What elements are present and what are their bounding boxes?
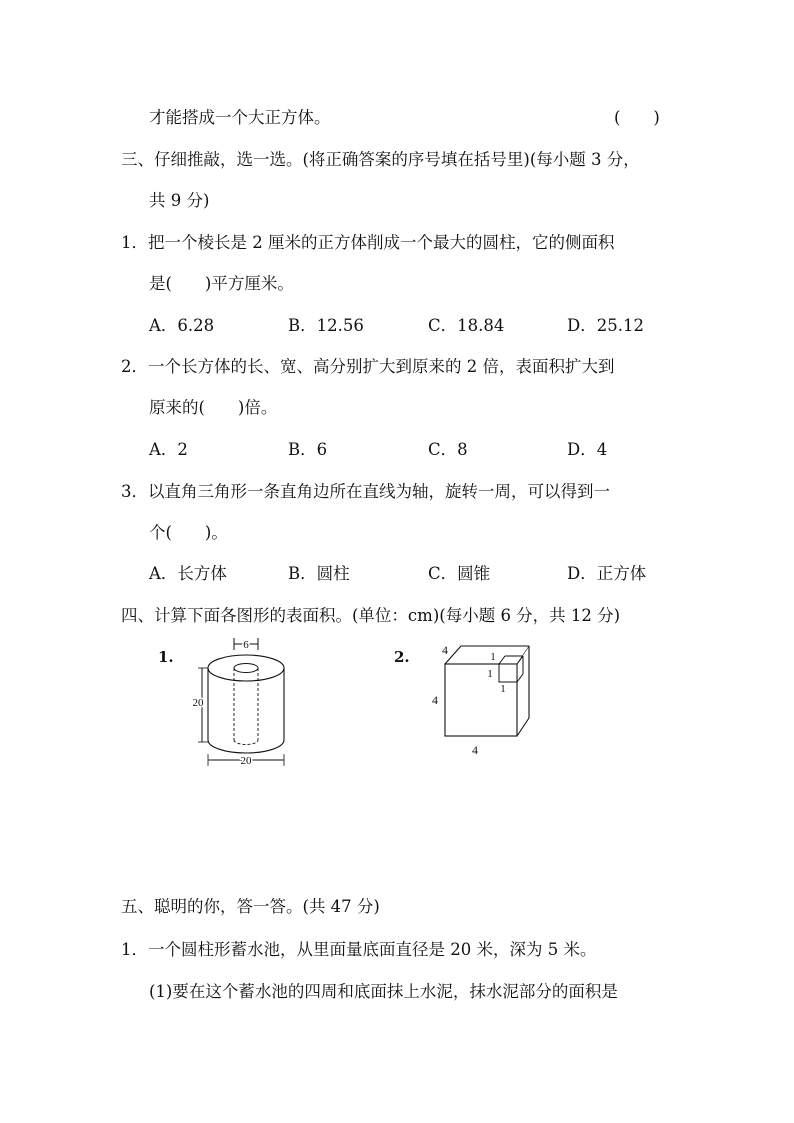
question-1: 1．把一个棱长是 2 厘米的正方体削成一个最大的圆柱，它的侧面积 [121,233,615,252]
q3-option-b: B．圆柱 [288,564,350,583]
q2-option-d: D．4 [567,440,608,459]
cube-top-label: 4 [442,643,448,657]
problem-1-part-1: (1)要在这个蓄水池的四周和底面抹上水泥，抹水泥部分的面积是 [149,982,618,1001]
question-2: 2．一个长方体的长、宽、高分别扩大到原来的 2 倍，表面积扩大到 [121,357,615,376]
notched-cube-figure [425,638,545,778]
notch-label-top: 1 [490,651,496,663]
figure2-label: 2. [394,648,410,666]
cube-bottom-label: 4 [472,743,478,757]
outer-diameter-label: 20 [240,755,252,767]
figure1-label: 1. [158,648,174,666]
hollow-cylinder-figure [180,630,310,775]
q1-option-b: B．12.56 [288,316,364,335]
q1-option-a: A．6.28 [149,316,215,335]
section4-title: 四、计算下面各图形的表面积。(单位：cm)(每小题 6 分，共 12 分) [121,606,621,625]
cube-left-label: 4 [432,693,438,707]
q2-option-b: B．6 [288,440,328,459]
line-continuation: 才能搭成一个大正方体。 [149,108,331,127]
q1-option-c: C．18.84 [428,316,505,335]
q3-option-a: A．长方体 [149,564,227,583]
question-2-cont: 原来的( )倍。 [149,398,278,417]
section3-title: 三、仔细推敲，选一选。(将正确答案的序号填在括号里)(每小题 3 分， [121,150,640,169]
q3-option-c: C．圆锥 [428,564,491,583]
notch-label-bottom: 1 [500,683,506,695]
question-3-cont: 个( )。 [149,523,228,542]
section5-title: 五、聪明的你，答一答。(共 47 分) [121,897,380,916]
q2-option-a: A．2 [149,440,188,459]
notch-label-left: 1 [487,668,493,680]
problem-1: 1．一个圆柱形蓄水池，从里面量底面直径是 20 米，深为 5 米。 [121,940,597,959]
height-label: 20 [192,697,204,709]
q1-option-d: D．25.12 [567,316,644,335]
question-1-cont: 是( )平方厘米。 [149,274,294,293]
answer-paren: ( ) [614,108,660,127]
inner-diameter-label: 6 [243,639,249,651]
section3-title-cont: 共 9 分) [149,191,210,210]
question-3: 3．以直角三角形一条直角边所在直线为轴，旋转一周，可以得到一 [121,482,610,501]
q2-option-c: C．8 [428,440,468,459]
q3-option-d: D．正方体 [567,564,647,583]
